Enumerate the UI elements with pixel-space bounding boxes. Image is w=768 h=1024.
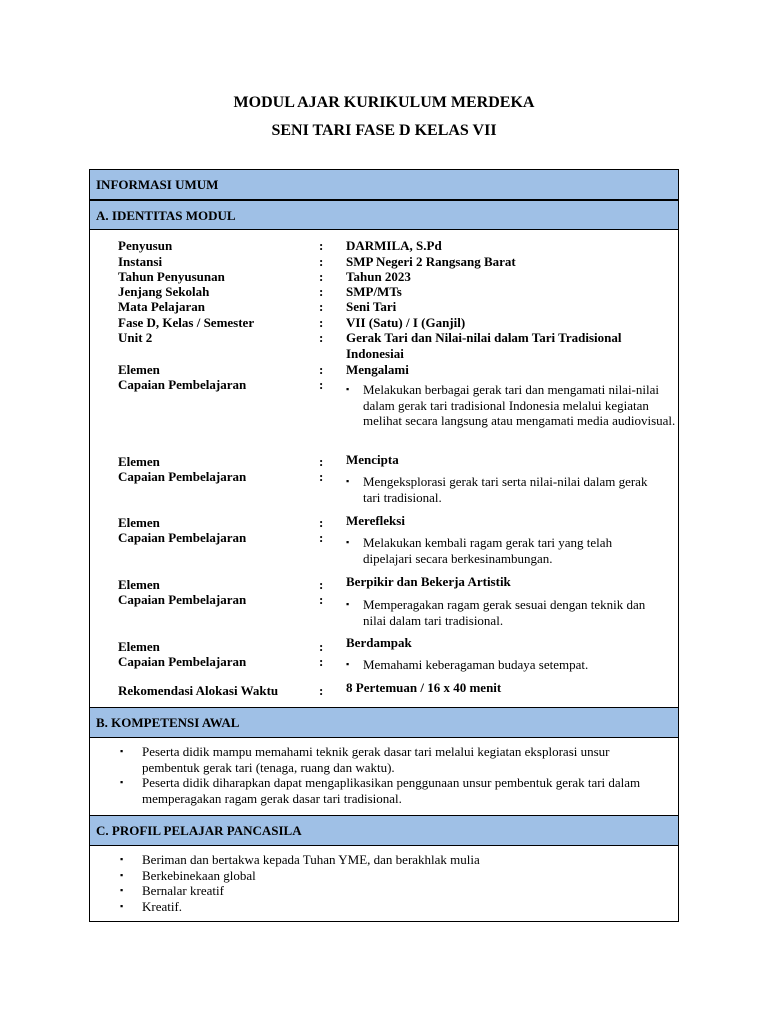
colon: :	[319, 454, 324, 469]
bullet-icon: ▪	[120, 900, 124, 911]
list-item	[120, 744, 665, 775]
field-value: Tahun 2023	[346, 269, 411, 284]
list-item	[120, 852, 665, 868]
list-item	[120, 883, 665, 899]
document-title: MODUL AJAR KURIKULUM MERDEKA	[233, 94, 535, 111]
capaian-text: Melakukan kembali ragam gerak tari yang telah dipelajari secara berkesinambungan.	[363, 535, 613, 566]
elemen-name: Mengalami	[346, 362, 409, 377]
elemen-label: Elemen	[118, 362, 160, 377]
field-label: Mata Pelajaran	[118, 299, 206, 314]
capaian-label: Capaian Pembelajaran	[118, 530, 247, 545]
section-informasi-umum: INFORMASI UMUM	[90, 170, 678, 200]
list-item	[120, 899, 665, 915]
alokasi-value: 8 Pertemuan / 16 x 40 menit	[346, 680, 502, 695]
field-label: Unit 2	[118, 330, 153, 345]
colon: :	[319, 469, 324, 484]
capaian-text: Mengeksplorasi gerak tari serta nilai-nilai dalam gerak tari tradisional.	[363, 474, 648, 505]
colon: :	[319, 654, 324, 669]
list-item-text: Peserta didik diharapkan dapat mengaplikasikan penggunaan unsur pembentuk gerak tari dalam memperagakan ragam gerak dasar tari tradisional.	[142, 775, 641, 806]
bullet-icon: ▪	[346, 384, 350, 394]
elemen-name: Mencipta	[346, 452, 399, 467]
capaian-label: Capaian Pembelajaran	[118, 654, 247, 669]
elemen-label: Elemen	[118, 454, 160, 469]
field-value: Gerak Tari dan Nilai-nilai dalam Tari Tradisional Indonesiai	[346, 330, 622, 361]
list-item-text: Kreatif.	[142, 898, 183, 914]
bullet-icon: ▪	[120, 854, 124, 864]
list-item-text: Beriman dan bertakwa kepada Tuhan YME, dan berakhlak mulia	[142, 852, 480, 867]
capaian-item	[346, 597, 661, 628]
section-kompetensi-awal: B. KOMPETENSI AWAL	[90, 707, 678, 738]
module-table	[89, 169, 679, 922]
elemen-name: Berdampak	[346, 635, 412, 650]
bullet-icon: ▪	[346, 537, 350, 547]
colon: :	[319, 377, 324, 392]
section-identitas-modul: A. IDENTITAS MODUL	[90, 200, 678, 230]
capaian-label: Capaian Pembelajaran	[118, 592, 247, 607]
section-profil-pelajar-pancasila: C. PROFIL PELAJAR PANCASILA	[90, 815, 678, 846]
capaian-text: Memperagakan ragam gerak sesuai dengan teknik dan nilai dalam tari tradisional.	[363, 597, 646, 628]
colon: :	[319, 284, 324, 299]
capaian-item	[346, 657, 676, 673]
field-value: SMP Negeri 2 Rangsang Barat	[346, 254, 516, 269]
elemen-name: Merefleksi	[346, 513, 405, 528]
colon: :	[319, 683, 324, 698]
document-subtitle: SENI TARI FASE D KELAS VII	[271, 122, 497, 139]
list-item	[120, 868, 665, 884]
capaian-item	[346, 474, 656, 505]
elemen-label: Elemen	[118, 515, 160, 530]
list-item-text: Bernalar kreatif	[142, 883, 224, 898]
colon: :	[319, 269, 324, 284]
capaian-label: Capaian Pembelajaran	[118, 377, 247, 392]
field-value: DARMILA, S.Pd	[346, 238, 442, 253]
kompetensi-list	[120, 744, 665, 806]
profil-list	[120, 852, 665, 914]
bullet-icon: ▪	[346, 476, 350, 486]
colon: :	[319, 315, 324, 330]
bullet-icon: ▪	[120, 869, 124, 880]
colon: :	[319, 515, 324, 530]
capaian-item	[346, 535, 656, 566]
colon: :	[319, 254, 324, 269]
bullet-icon: ▪	[120, 885, 124, 895]
capaian-item	[346, 382, 676, 429]
field-label: Fase D, Kelas / Semester	[118, 315, 255, 330]
elemen-label: Elemen	[118, 639, 160, 654]
bullet-icon: ▪	[120, 777, 124, 787]
list-item-text: Peserta didik mampu memahami teknik gerak dasar tari melalui kegiatan eksplorasi unsur pembentuk gerak tari (tenaga, ruang dan waktu).	[142, 744, 610, 775]
bullet-icon: ▪	[346, 599, 350, 609]
list-item	[120, 775, 665, 806]
colon: :	[319, 238, 324, 253]
field-value: VII (Satu) / I (Ganjil)	[346, 315, 466, 330]
elemen-name: Berpikir dan Bekerja Artistik	[346, 574, 511, 589]
colon: :	[319, 577, 324, 592]
elemen-label: Elemen	[118, 577, 160, 592]
field-label: Tahun Penyusunan	[118, 269, 225, 284]
capaian-text: Memahami keberagaman budaya setempat.	[363, 657, 589, 672]
field-label: Penyusun	[118, 238, 173, 253]
capaian-text: Melakukan berbagai gerak tari dan mengamati nilai-nilai dalam gerak tari tradisional Indonesia melalui kegiatan melihat secara langsung atau mengamati media audiovisual.	[363, 382, 676, 428]
field-value: Seni Tari	[346, 299, 397, 314]
colon: :	[319, 362, 324, 377]
colon: :	[319, 299, 324, 314]
bullet-icon: ▪	[120, 746, 124, 756]
colon: :	[319, 330, 324, 345]
field-value: SMP/MTs	[346, 284, 402, 299]
colon: :	[319, 639, 324, 654]
colon: :	[319, 530, 324, 545]
field-label: Jenjang Sekolah	[118, 284, 210, 299]
alokasi-label: Rekomendasi Alokasi Waktu	[118, 683, 279, 698]
capaian-label: Capaian Pembelajaran	[118, 469, 247, 484]
list-item-text: Berkebinekaan global	[142, 867, 256, 883]
field-label: Instansi	[118, 254, 163, 269]
bullet-icon: ▪	[346, 659, 350, 669]
colon: :	[319, 592, 324, 607]
